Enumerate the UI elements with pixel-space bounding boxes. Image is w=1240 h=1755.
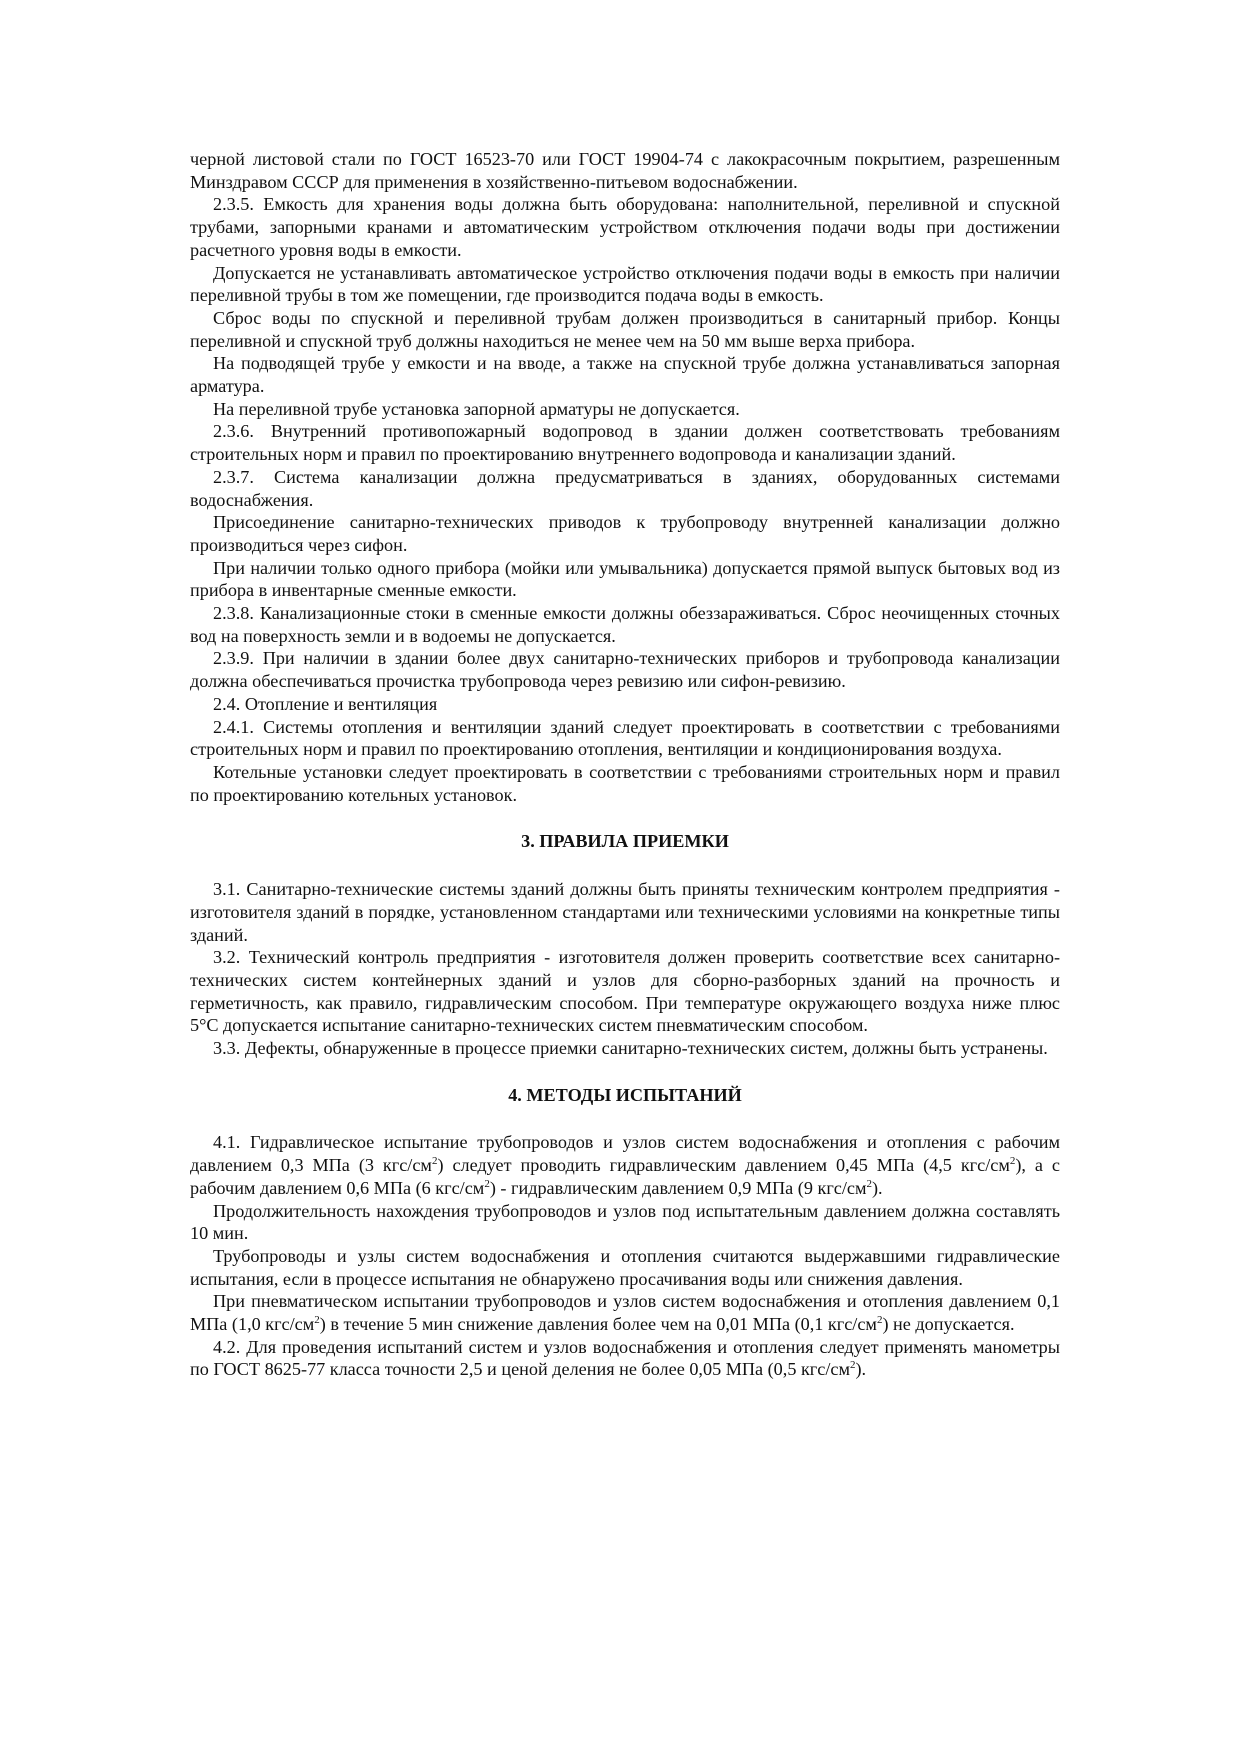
paragraph-shutoff-valves: На подводящей трубе у емкости и на вводе, а также на спускной трубе должна устанавливаться запорная арматура. <box>190 353 1060 397</box>
paragraph-3-3: 3.3. Дефекты, обнаруженные в процессе приемки санитарно-технических систем, должны быть устранены. <box>213 1038 1048 1059</box>
text-run: ) следует проводить гидравлическим давлением 0,45 МПа (4,5 кгс/см <box>437 1155 1010 1176</box>
text-run: ), а с рабочим давлением 0,6 МПа (6 кгс/см <box>190 1155 1060 1198</box>
paragraph-duration: Продолжительность нахождения трубопроводов и узлов под испытательным давлением должна составлять 10 мин. <box>190 1200 1060 1244</box>
document-body <box>190 148 1060 1381</box>
text-run: ) в течение 5 мин снижение давления более чем на 0,01 МПа (0,1 кгс/см <box>319 1314 877 1335</box>
text-run: ). <box>855 1359 867 1380</box>
paragraph-auto-shutoff: Допускается не устанавливать автоматическое устройство отключения подачи воды в емкость при наличии переливной трубы в том же помещении, где производится подача воды в емкость. <box>190 262 1060 306</box>
superscript: 2 <box>314 1314 320 1327</box>
text-run: ) - гидравлическим давлением 0,9 МПа (9 кгс/см <box>489 1177 867 1198</box>
paragraph-2-3-8: 2.3.8. Канализационные стоки в сменные емкости должны обеззараживаться. Сброс неочищенных сточных вод на поверхность земли и в водоемы не допускается. <box>190 603 1060 646</box>
paragraph-drain: Сброс воды по спускной и переливной трубам должен производиться в санитарный прибор. Концы переливной и спускной труб должны находиться не менее чем на 50 мм выше верха прибора. <box>190 307 1060 351</box>
paragraph-4-2 <box>190 1336 1060 1381</box>
paragraph-pneumatic-test <box>190 1290 1060 1335</box>
section-4-heading: 4. МЕТОДЫ ИСПЫТАНИЙ <box>508 1084 742 1105</box>
superscript: 2 <box>849 1359 856 1372</box>
paragraph-single-device: При наличии только одного прибора (мойки или умывальника) допускается прямой выпуск бытовых вод из прибора в инвентарные сменные емкости. <box>190 557 1060 601</box>
paragraph-3-1: 3.1. Санитарно-технические системы зданий должны быть приняты техническим контролем предприятия - изготовителя зданий в порядке, установленном стандартами или техническими условиями на конкретные типы зданий. <box>190 879 1060 945</box>
paragraph-2-3-7: 2.3.7. Система канализации должна предусматриваться в зданиях, оборудованных системами водоснабжения. <box>190 466 1060 510</box>
text-run: 4.2. Для проведения испытаний систем и узлов водоснабжения и отопления следует применять манометры по ГОСТ 8625-77 класса точности 2,5 и ценой деления не более 0,05 МПа (0,5 кгс/см <box>190 1336 1060 1380</box>
paragraph-4-1 <box>190 1131 1060 1199</box>
text-run: 4.1. Гидравлическое испытание трубопроводов и узлов систем водоснабжения и отопления с рабочим давлением 0,3 МПа (3 кгс/см <box>190 1132 1060 1176</box>
paragraph-overflow-pipe: На переливной трубе установка запорной арматуры не допускается. <box>213 398 740 419</box>
paragraph-continuation: черной листовой стали по ГОСТ 16523-70 или ГОСТ 19904-74 с лакокрасочным покрытием, разрешенным Минздравом СССР для применения в хозяйственно-питьевом водоснабжении. <box>190 149 1060 192</box>
paragraph-passed-test: Трубопроводы и узлы систем водоснабжения и отопления считаются выдержавшими гидравлические испытания, если в процессе испытания не обнаружено просачивания воды или снижения давления. <box>190 1245 1060 1289</box>
paragraph-boilers: Котельные установки следует проектировать в соответствии с требованиями строительных норм и правил по проектированию котельных установок. <box>190 761 1060 805</box>
paragraph-3-2: 3.2. Технический контроль предприятия - изготовителя должен проверить соответствие всех санитарно-технических систем контейнерных зданий и узлов для сборно-разборных зданий на прочность и герметичность, как правило, гидравлическим способом. При температуре окружающего воздуха ниже плюс 5°С допускается испытание санитарно-технических систем пневматическим способом. <box>190 947 1060 1036</box>
paragraph-2-3-5: 2.3.5. Емкость для хранения воды должна быть оборудована: наполнительной, переливной и спускной трубами, запорными кранами и автоматическим устройством отключения подачи воды при достижении расчетного уровня воды в емкости. <box>190 194 1060 260</box>
superscript: 2 <box>866 1177 872 1190</box>
superscript: 2 <box>431 1155 438 1168</box>
text-run: При пневматическом испытании трубопроводов и узлов систем водоснабжения и отопления давлением 0,1 МПа (1,0 кгс/см <box>190 1291 1060 1335</box>
text-run: ) не допускается. <box>882 1314 1015 1335</box>
text-run: ). <box>871 1177 883 1198</box>
paragraph-2-4-1: 2.4.1. Системы отопления и вентиляции зданий следует проектировать в соответствии с требованиями строительных норм и правил по проектированию отопления, вентиляции и кондиционирования воздуха. <box>190 716 1060 760</box>
section-3-heading: 3. ПРАВИЛА ПРИЕМКИ <box>521 831 729 852</box>
paragraph-2-4: 2.4. Отопление и вентиляция <box>213 693 438 714</box>
paragraph-2-3-9: 2.3.9. При наличии в здании более двух санитарно-технических приборов и трубопровода канализации должна обеспечиваться прочистка трубопровода через ревизию или сифон-ревизию. <box>190 648 1060 692</box>
superscript: 2 <box>876 1314 883 1327</box>
paragraph-siphon: Присоединение санитарно-технических приводов к трубопроводу внутренней канализации должно производиться через сифон. <box>190 512 1060 555</box>
superscript: 2 <box>1009 1155 1016 1168</box>
paragraph-2-3-6: 2.3.6. Внутренний противопожарный водопровод в здании должен соответствовать требованиям строительных норм и правил по проектированию внутреннего водопровода и канализации зданий. <box>190 421 1060 465</box>
superscript: 2 <box>484 1177 490 1190</box>
